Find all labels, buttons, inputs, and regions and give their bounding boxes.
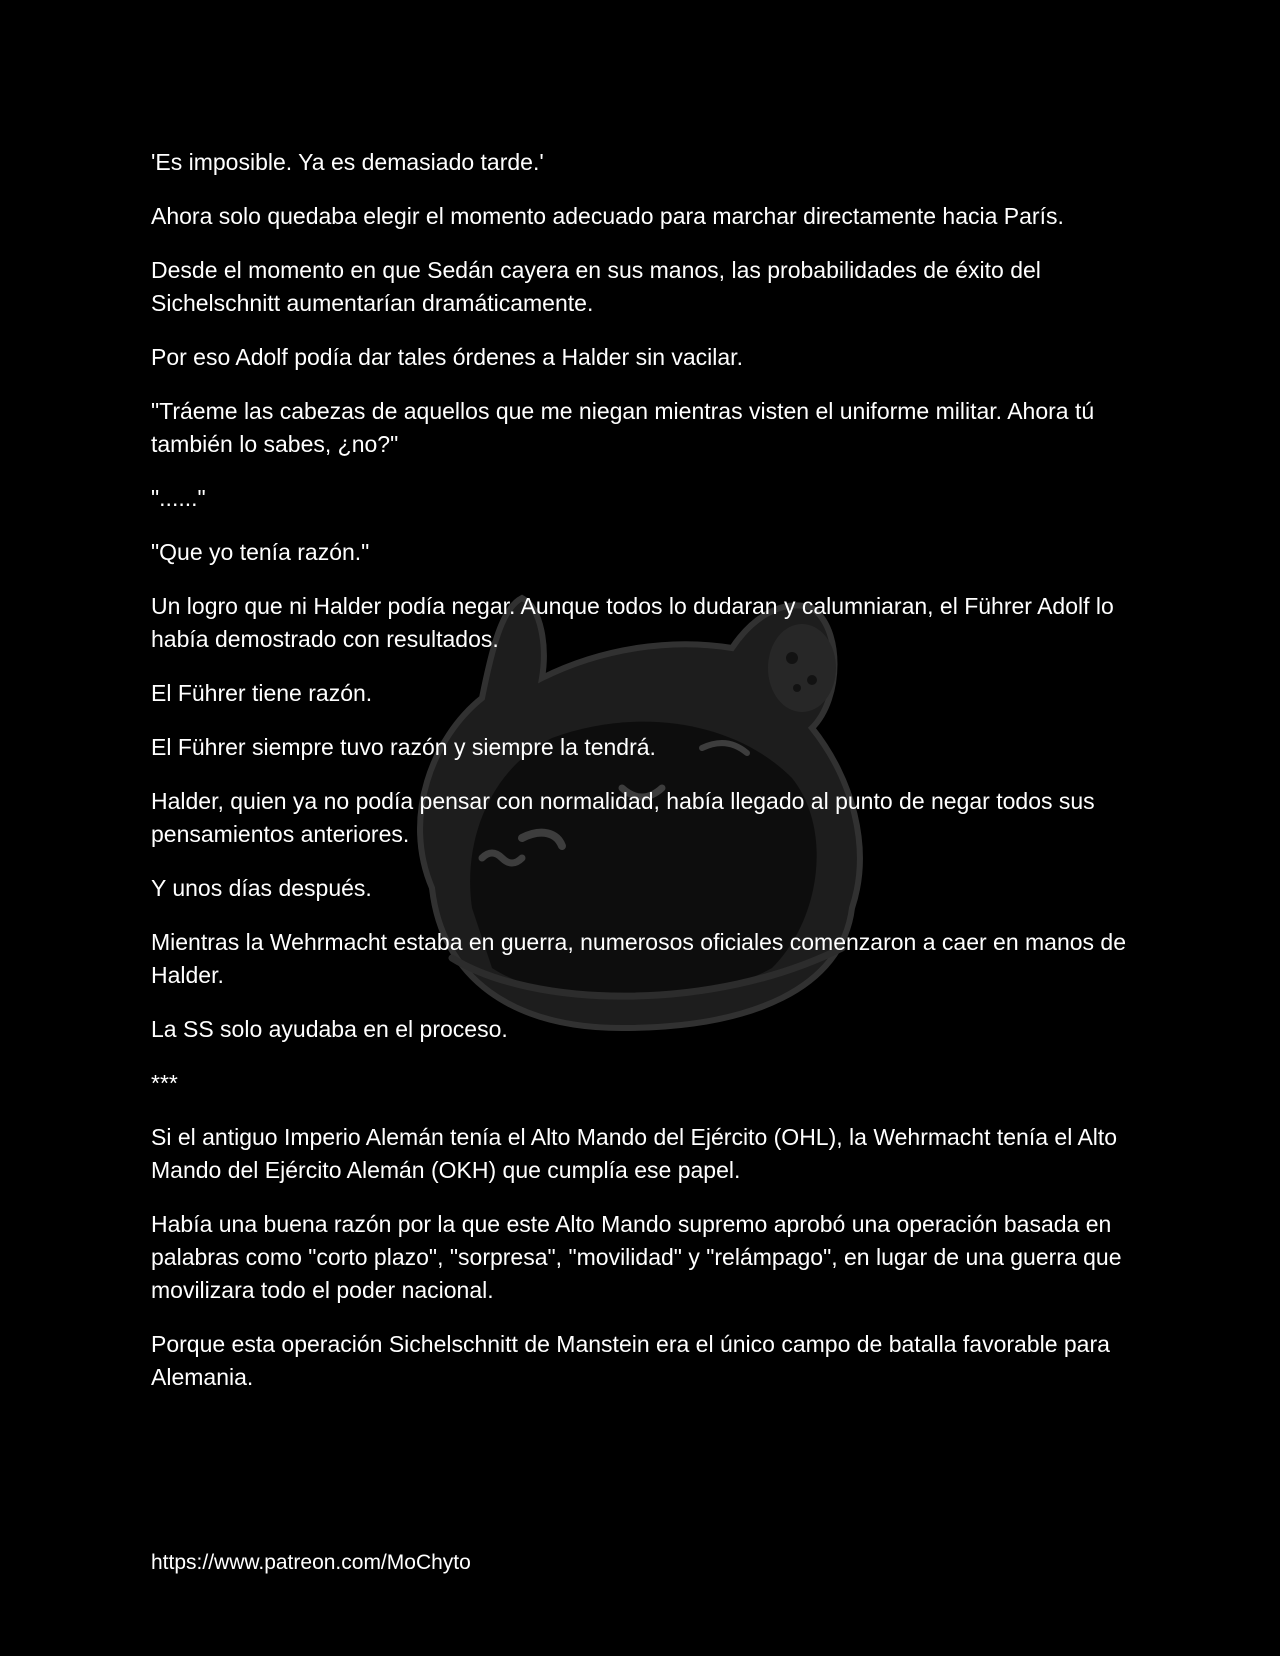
paragraph: Si el antiguo Imperio Alemán tenía el Alto Mando del Ejército (OHL), la Wehrmacht tenía el Alto Mando del Ejército Alemán (OKH) que cumplía ese papel.: [151, 1124, 1124, 1183]
paragraph: La SS solo ayudaba en el proceso.: [151, 1016, 508, 1042]
paragraph: Un logro que ni Halder podía negar. Aunque todos lo dudaran y calumniaran, el Führer Adolf lo había demostrado con resultados.: [151, 593, 1121, 652]
paragraph: "......": [151, 485, 206, 511]
paragraph: "Que yo tenía razón.": [151, 539, 370, 565]
patreon-link[interactable]: https://www.patreon.com/MoChyto: [151, 1551, 471, 1574]
paragraph: El Führer siempre tuvo razón y siempre la tendrá.: [151, 734, 656, 760]
paragraph: 'Es imposible. Ya es demasiado tarde.': [151, 149, 544, 175]
paragraph: Mientras la Wehrmacht estaba en guerra, numerosos oficiales comenzaron a caer en manos de Halder.: [151, 929, 1133, 988]
paragraph: Desde el momento en que Sedán cayera en sus manos, las probabilidades de éxito del Sichelschnitt aumentarían dramáticamente.: [151, 257, 1048, 316]
paragraph: Por eso Adolf podía dar tales órdenes a Halder sin vacilar.: [151, 344, 743, 370]
paragraph: Porque esta operación Sichelschnitt de Manstein era el único campo de batalla favorable para Alemania.: [151, 1331, 1116, 1390]
paragraph: Ahora solo quedaba elegir el momento adecuado para marchar directamente hacia París.: [151, 203, 1064, 229]
paragraph: Halder, quien ya no podía pensar con normalidad, había llegado al punto de negar todos sus pensamientos anteriores.: [151, 788, 1102, 847]
scene-break: ***: [151, 1070, 178, 1096]
paragraph: Había una buena razón por la que este Alto Mando supremo aprobó una operación basada en palabras como "corto plazo", "sorpresa", "movilidad" y "relámpago", en lugar de una guerra que movilizara todo el poder nacional.: [151, 1211, 1128, 1303]
paragraph: "Tráeme las cabezas de aquellos que me niegan mientras visten el uniforme militar. Ahora tú también lo sabes, ¿no?": [151, 398, 1101, 457]
paragraph: Y unos días después.: [151, 875, 372, 901]
paragraph: El Führer tiene razón.: [151, 680, 373, 706]
article-body: [151, 146, 1136, 1415]
